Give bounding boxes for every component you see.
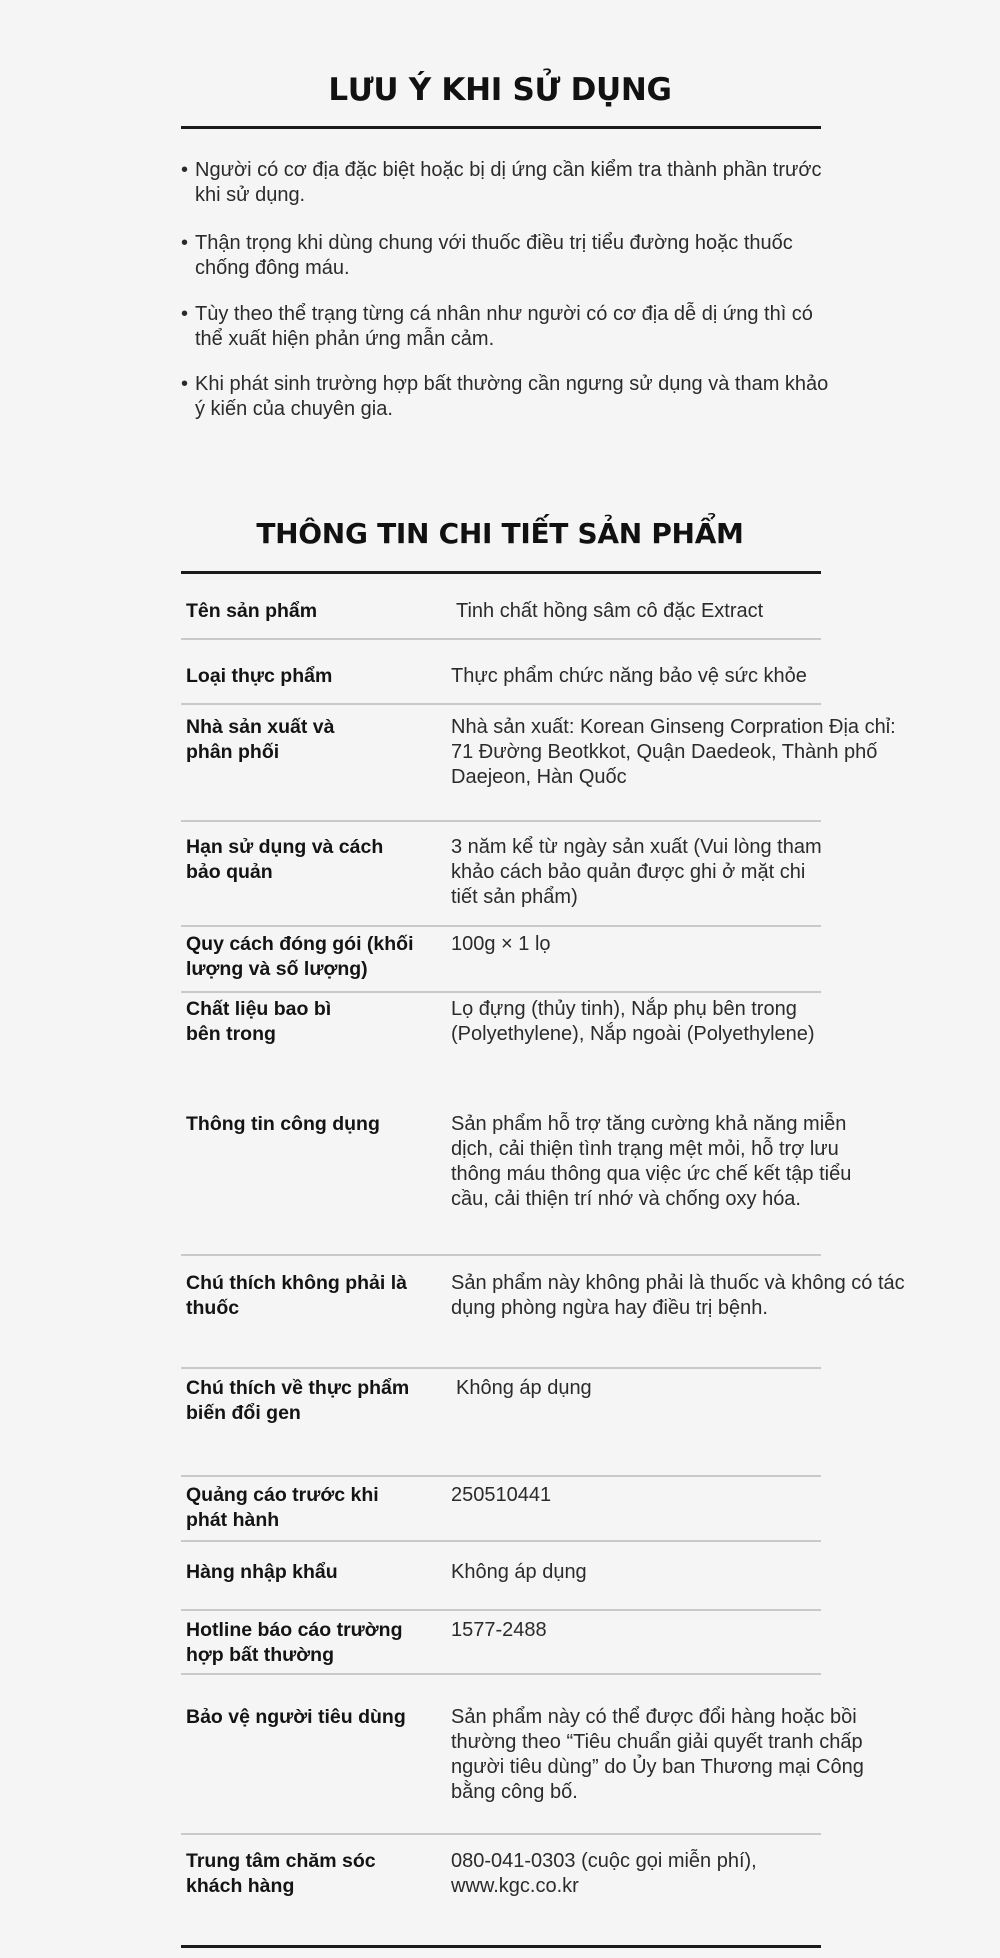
row-value: 1577-2488: [451, 1619, 547, 1641]
usage-note-item: [181, 158, 861, 208]
row-label: Quảng cáo trước khi phát hành: [186, 1484, 379, 1531]
row-value: 3 năm kể từ ngày sản xuất (Vui lòng tham khảo cách bảo quản được ghi ở mặt chi tiết sản phẩm): [451, 836, 822, 908]
row-value: 080-041-0303 (cuộc gọi miễn phí), www.kgc.co.kr: [451, 1850, 757, 1897]
row-divider: [181, 820, 821, 822]
bullet-icon: •: [181, 159, 189, 181]
row-divider: [181, 1833, 821, 1835]
row-value: Không áp dụng: [451, 1561, 587, 1583]
usage-notes-list: [181, 158, 861, 443]
bullet-icon: •: [181, 232, 189, 254]
row-value: Sản phẩm này có thể được đổi hàng hoặc bồi thường theo “Tiêu chuẩn giải quyết tranh chấp người tiêu dùng” do Ủy ban Thương mại Công bằng công bố.: [451, 1706, 864, 1803]
row-label: Hotline báo cáo trường hợp bất thường: [186, 1619, 403, 1666]
usage-note-text: Thận trọng khi dùng chung với thuốc điều trị tiểu đường hoặc thuốc chống đông máu.: [195, 232, 793, 279]
usage-notes-title: LƯU Ý KHI SỬ DỤNG: [328, 72, 672, 108]
row-divider: [181, 1367, 821, 1369]
row-divider: [181, 1540, 821, 1542]
row-divider: [181, 1254, 821, 1256]
row-label: Loại thực phẩm: [186, 665, 333, 687]
row-label: Bảo vệ người tiêu dùng: [186, 1706, 406, 1728]
row-label: Hạn sử dụng và cách bảo quản: [186, 836, 384, 883]
usage-note-item: [181, 302, 861, 352]
row-value: Không áp dụng: [456, 1377, 592, 1399]
usage-note-item: [181, 231, 861, 281]
row-value: Thực phẩm chức năng bảo vệ sức khỏe: [451, 665, 807, 687]
row-value: Tinh chất hồng sâm cô đặc Extract: [456, 600, 764, 622]
row-value: 250510441: [451, 1484, 552, 1506]
usage-note-text: Tùy theo thể trạng từng cá nhân như người có cơ địa dễ dị ứng thì có thể xuất hiện phản ứng mẫn cảm.: [195, 303, 813, 350]
row-divider: [181, 703, 821, 705]
usage-note-text: Khi phát sinh trường hợp bất thường cần ngưng sử dụng và tham khảo ý kiến của chuyên gia.: [195, 373, 829, 420]
table-bottom-rule: [181, 1945, 821, 1948]
bullet-icon: •: [181, 303, 189, 325]
row-divider: [181, 1475, 821, 1477]
row-value: Sản phẩm hỗ trợ tăng cường khả năng miễn dịch, cải thiện tình trạng mệt mỏi, hỗ trợ lưu thông máu thông qua việc ức chế kết tập tiểu cầu, cải thiện trí nhớ và chống oxy hóa.: [451, 1113, 852, 1210]
row-value: Nhà sản xuất: Korean Ginseng Corpration Địa chỉ: 71 Đường Beotkkot, Quận Daedeok, Thành phố Daejeon, Hàn Quốc: [451, 716, 896, 788]
row-label: Chú thích về thực phẩm biến đổi gen: [186, 1377, 410, 1424]
row-label: Nhà sản xuất và phân phối: [186, 716, 335, 763]
row-value: 100g × 1 lọ: [451, 933, 551, 955]
usage-note-item: [181, 372, 861, 422]
row-label: Tên sản phẩm: [186, 600, 318, 622]
row-label: Hàng nhập khẩu: [186, 1561, 338, 1583]
product-info-title: THÔNG TIN CHI TIẾT SẢN PHẨM: [256, 517, 744, 550]
row-label: Chất liệu bao bì bên trong: [186, 998, 332, 1045]
row-divider: [181, 1673, 821, 1675]
row-label: Quy cách đóng gói (khối lượng và số lượng): [186, 933, 414, 980]
row-label: Thông tin công dụng: [186, 1113, 380, 1135]
row-value: Sản phẩm này không phải là thuốc và không có tác dụng phòng ngừa hay điều trị bệnh.: [451, 1272, 905, 1319]
product-info-title-rule: [181, 571, 821, 574]
bullet-icon: •: [181, 373, 189, 395]
row-divider: [181, 991, 821, 993]
row-divider: [181, 925, 821, 927]
row-label: Chú thích không phải là thuốc: [186, 1272, 407, 1319]
row-divider: [181, 638, 821, 640]
row-divider: [181, 1609, 821, 1611]
usage-note-text: Người có cơ địa đặc biệt hoặc bị dị ứng cần kiểm tra thành phần trước khi sử dụng.: [195, 159, 822, 206]
row-label: Trung tâm chăm sóc khách hàng: [186, 1850, 376, 1897]
row-value: Lọ đựng (thủy tinh), Nắp phụ bên trong (Polyethylene), Nắp ngoài (Polyethylene): [451, 998, 815, 1045]
usage-notes-title-rule: [181, 126, 821, 129]
